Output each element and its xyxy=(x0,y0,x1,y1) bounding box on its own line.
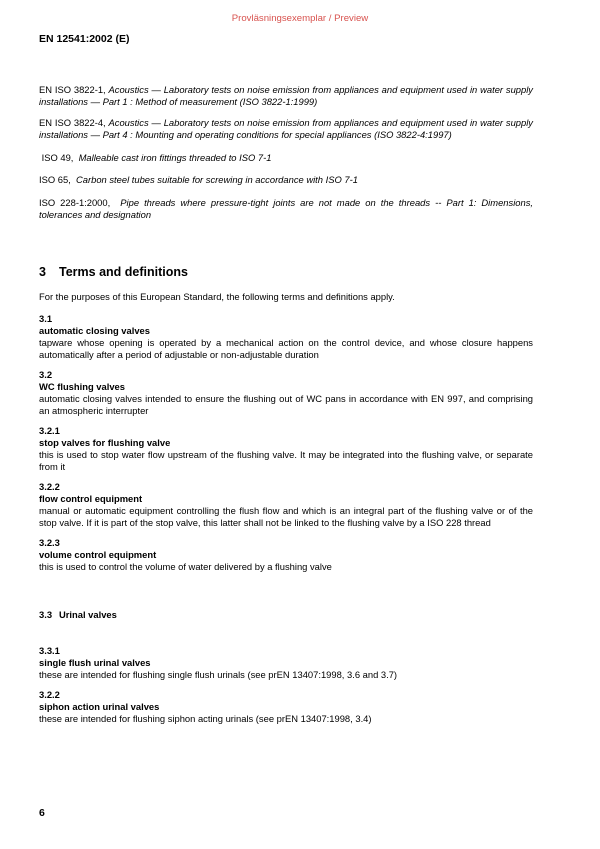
definition-entry xyxy=(39,369,533,417)
definition-term: stop valves for flushing valve xyxy=(39,437,171,448)
definition-term: volume control equipment xyxy=(39,549,157,560)
definition-entry xyxy=(39,481,533,529)
preview-banner: Provläsningsexemplar / Preview xyxy=(231,13,369,24)
definition-term: flow control equipment xyxy=(39,493,143,504)
definition-text: tapware whose opening is operated by a mechanical action on the control device, and whose closure happens automatically after a period of adjustable or non-adjustable duration xyxy=(39,337,533,360)
definition-term: siphon action urinal valves xyxy=(39,701,160,712)
page-number: 6 xyxy=(39,807,45,819)
reference-item: EN ISO 3822-4, Acoustics — Laboratory tests on noise emission from appliances and equipment used in water supply installations — Part 4 : Mounting and operating conditions for special appliances (ISO 3822-4:1997) xyxy=(39,117,533,140)
definition-text: this is used to stop water flow upstream of the flushing valve. It may be integrated into the flushing valve, or separate from it xyxy=(39,449,533,472)
reference-item: ISO 49, Malleable cast iron fittings threaded to ISO 7-1 xyxy=(39,152,272,163)
definition-entry xyxy=(39,645,533,681)
definition-number: 3.2.2 xyxy=(39,481,60,492)
reference-item: ISO 228-1:2000, Pipe threads where pressure-tight joints are not made on the threads -- Part 1: Dimensions, tolerances and designation xyxy=(39,197,533,220)
definition-term: WC flushing valves xyxy=(39,381,125,392)
definition-text: these are intended for flushing siphon acting urinals (see prEN 13407:1998, 3.4) xyxy=(39,713,372,724)
definition-text: these are intended for flushing single flush urinals (see prEN 13407:1998, 3.6 and 3.7) xyxy=(39,669,398,680)
definition-number: 3.2.2 xyxy=(39,689,60,700)
definition-text: manual or automatic equipment controlling the flush flow and which is an integral part of the flushing valve or of the stop valve. If it is part of the stop valve, this latter shall not be linked to the flushing valve by a ISO 228 thread xyxy=(39,505,533,528)
section-title: 3 Terms and definitions xyxy=(39,265,188,279)
definition-entry xyxy=(39,537,533,573)
definition-number: 3.2 xyxy=(39,369,53,380)
definition-term: automatic closing valves xyxy=(39,325,150,336)
subsection-title: 3.3 Urinal valves xyxy=(39,609,117,620)
definition-number: 3.2.1 xyxy=(39,425,60,436)
reference-item: EN ISO 3822-1, Acoustics — Laboratory tests on noise emission from appliances and equipment used in water supply installations — Part 1 : Method of measurement (ISO 3822-1:1999) xyxy=(39,84,533,107)
definition-number: 3.2.3 xyxy=(39,537,60,548)
definition-entry xyxy=(39,425,533,473)
document-header: EN 12541:2002 (E) xyxy=(39,33,130,45)
definition-number: 3.3.1 xyxy=(39,645,60,656)
reference-item: ISO 65, Carbon steel tubes suitable for screwing in accordance with ISO 7-1 xyxy=(39,174,358,185)
section-intro: For the purposes of this European Standard, the following terms and definitions apply. xyxy=(39,291,395,302)
definition-text: this is used to control the volume of water delivered by a flushing valve xyxy=(39,561,332,572)
definition-term: single flush urinal valves xyxy=(39,657,151,668)
definition-number: 3.1 xyxy=(39,313,53,324)
definition-text: automatic closing valves intended to ensure the flushing out of WC pans in accordance with EN 997, and comprising an atmospheric interrupter xyxy=(39,393,533,416)
definition-entry xyxy=(39,689,533,725)
definition-entry xyxy=(39,313,533,361)
